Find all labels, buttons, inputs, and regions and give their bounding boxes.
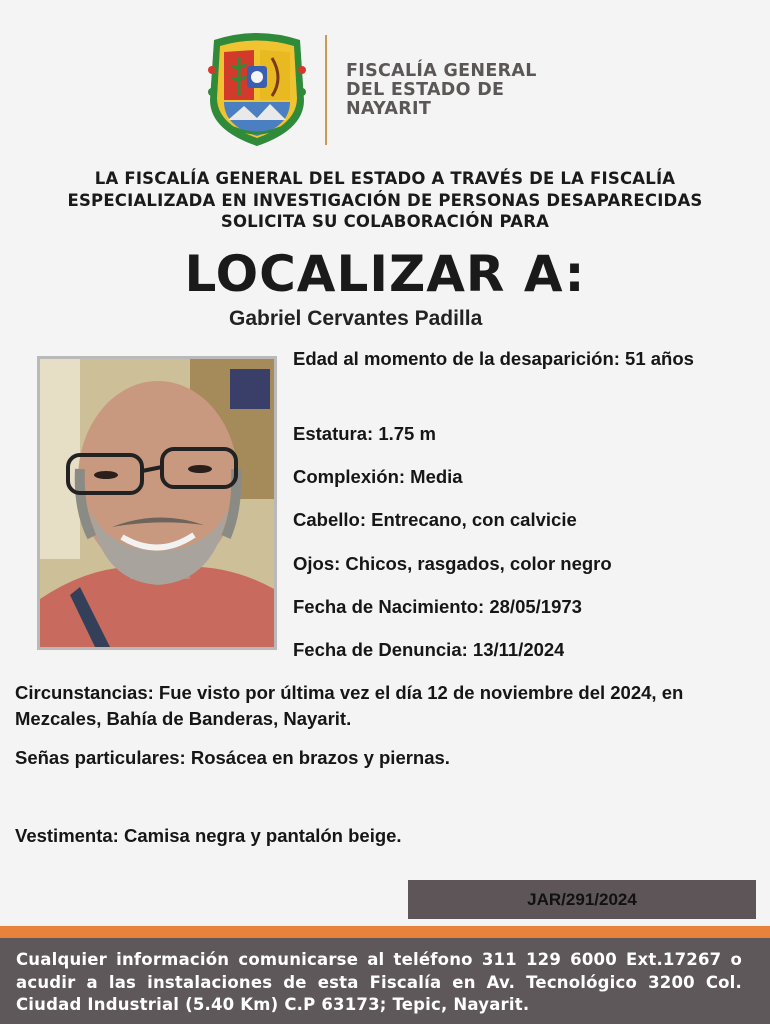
birth-date-field: Fecha de Nacimiento: 28/05/1973 — [293, 596, 582, 617]
person-portrait-icon — [40, 359, 274, 647]
circumstances-text: Circunstancias: Fue visto por última vez el día 12 de noviembre del 2024, en Mezcales, Bahía de Banderas, Nayarit. — [15, 682, 684, 729]
intro-line: SOLICITA SU COLABORACIÓN PARA — [220, 212, 550, 231]
intro-line: ESPECIALIZADA EN INVESTIGACIÓN DE PERSONAS DESAPARECIDAS — [67, 190, 703, 210]
footer — [0, 938, 770, 1024]
case-number-badge: JAR/291/2024 — [408, 880, 756, 919]
eyes-field: Ojos: Chicos, rasgados, color negro — [293, 553, 612, 574]
report-date-field: Fecha de Denuncia: 13/11/2024 — [293, 639, 565, 657]
headline: LOCALIZAR A: — [184, 245, 586, 303]
clothing-text: Vestimenta: Camisa negra y pantalón beige. — [15, 825, 402, 846]
footer-contact-text: Cualquier información comunicarse al teléfono 311 129 6000 Ext.17267 o acudir a las instalaciones de esta Fiscalía en Av. Tecnológico 3200 Col. Ciudad Industrial (5.40 Km) C.P 63173; Tepic, Nayarit. — [16, 950, 742, 1014]
age-field: Edad al momento de la desaparición: 51 años — [293, 348, 694, 369]
hair-field: Cabello: Entrecano, con calvicie — [293, 509, 577, 530]
header-divider — [325, 35, 327, 145]
distinguishing-marks-text: Señas particulares: Rosácea en brazos y piernas. — [15, 747, 450, 768]
intro-text — [0, 168, 770, 233]
intro-line: LA FISCALÍA GENERAL DEL ESTADO A TRAVÉS DE LA FISCALÍA — [94, 169, 676, 188]
build-field: Complexión: Media — [293, 466, 463, 487]
header — [0, 30, 770, 150]
height-field: Estatura: 1.75 m — [293, 423, 436, 444]
nayarit-state-seal-icon — [204, 30, 310, 148]
organization-name: FISCALÍA GENERAL DEL ESTADO DE NAYARIT — [346, 61, 537, 119]
missing-person-name: Gabriel Cervantes Padilla — [229, 307, 483, 330]
footer-accent-stripe — [0, 926, 770, 938]
missing-person-photo — [37, 356, 277, 650]
